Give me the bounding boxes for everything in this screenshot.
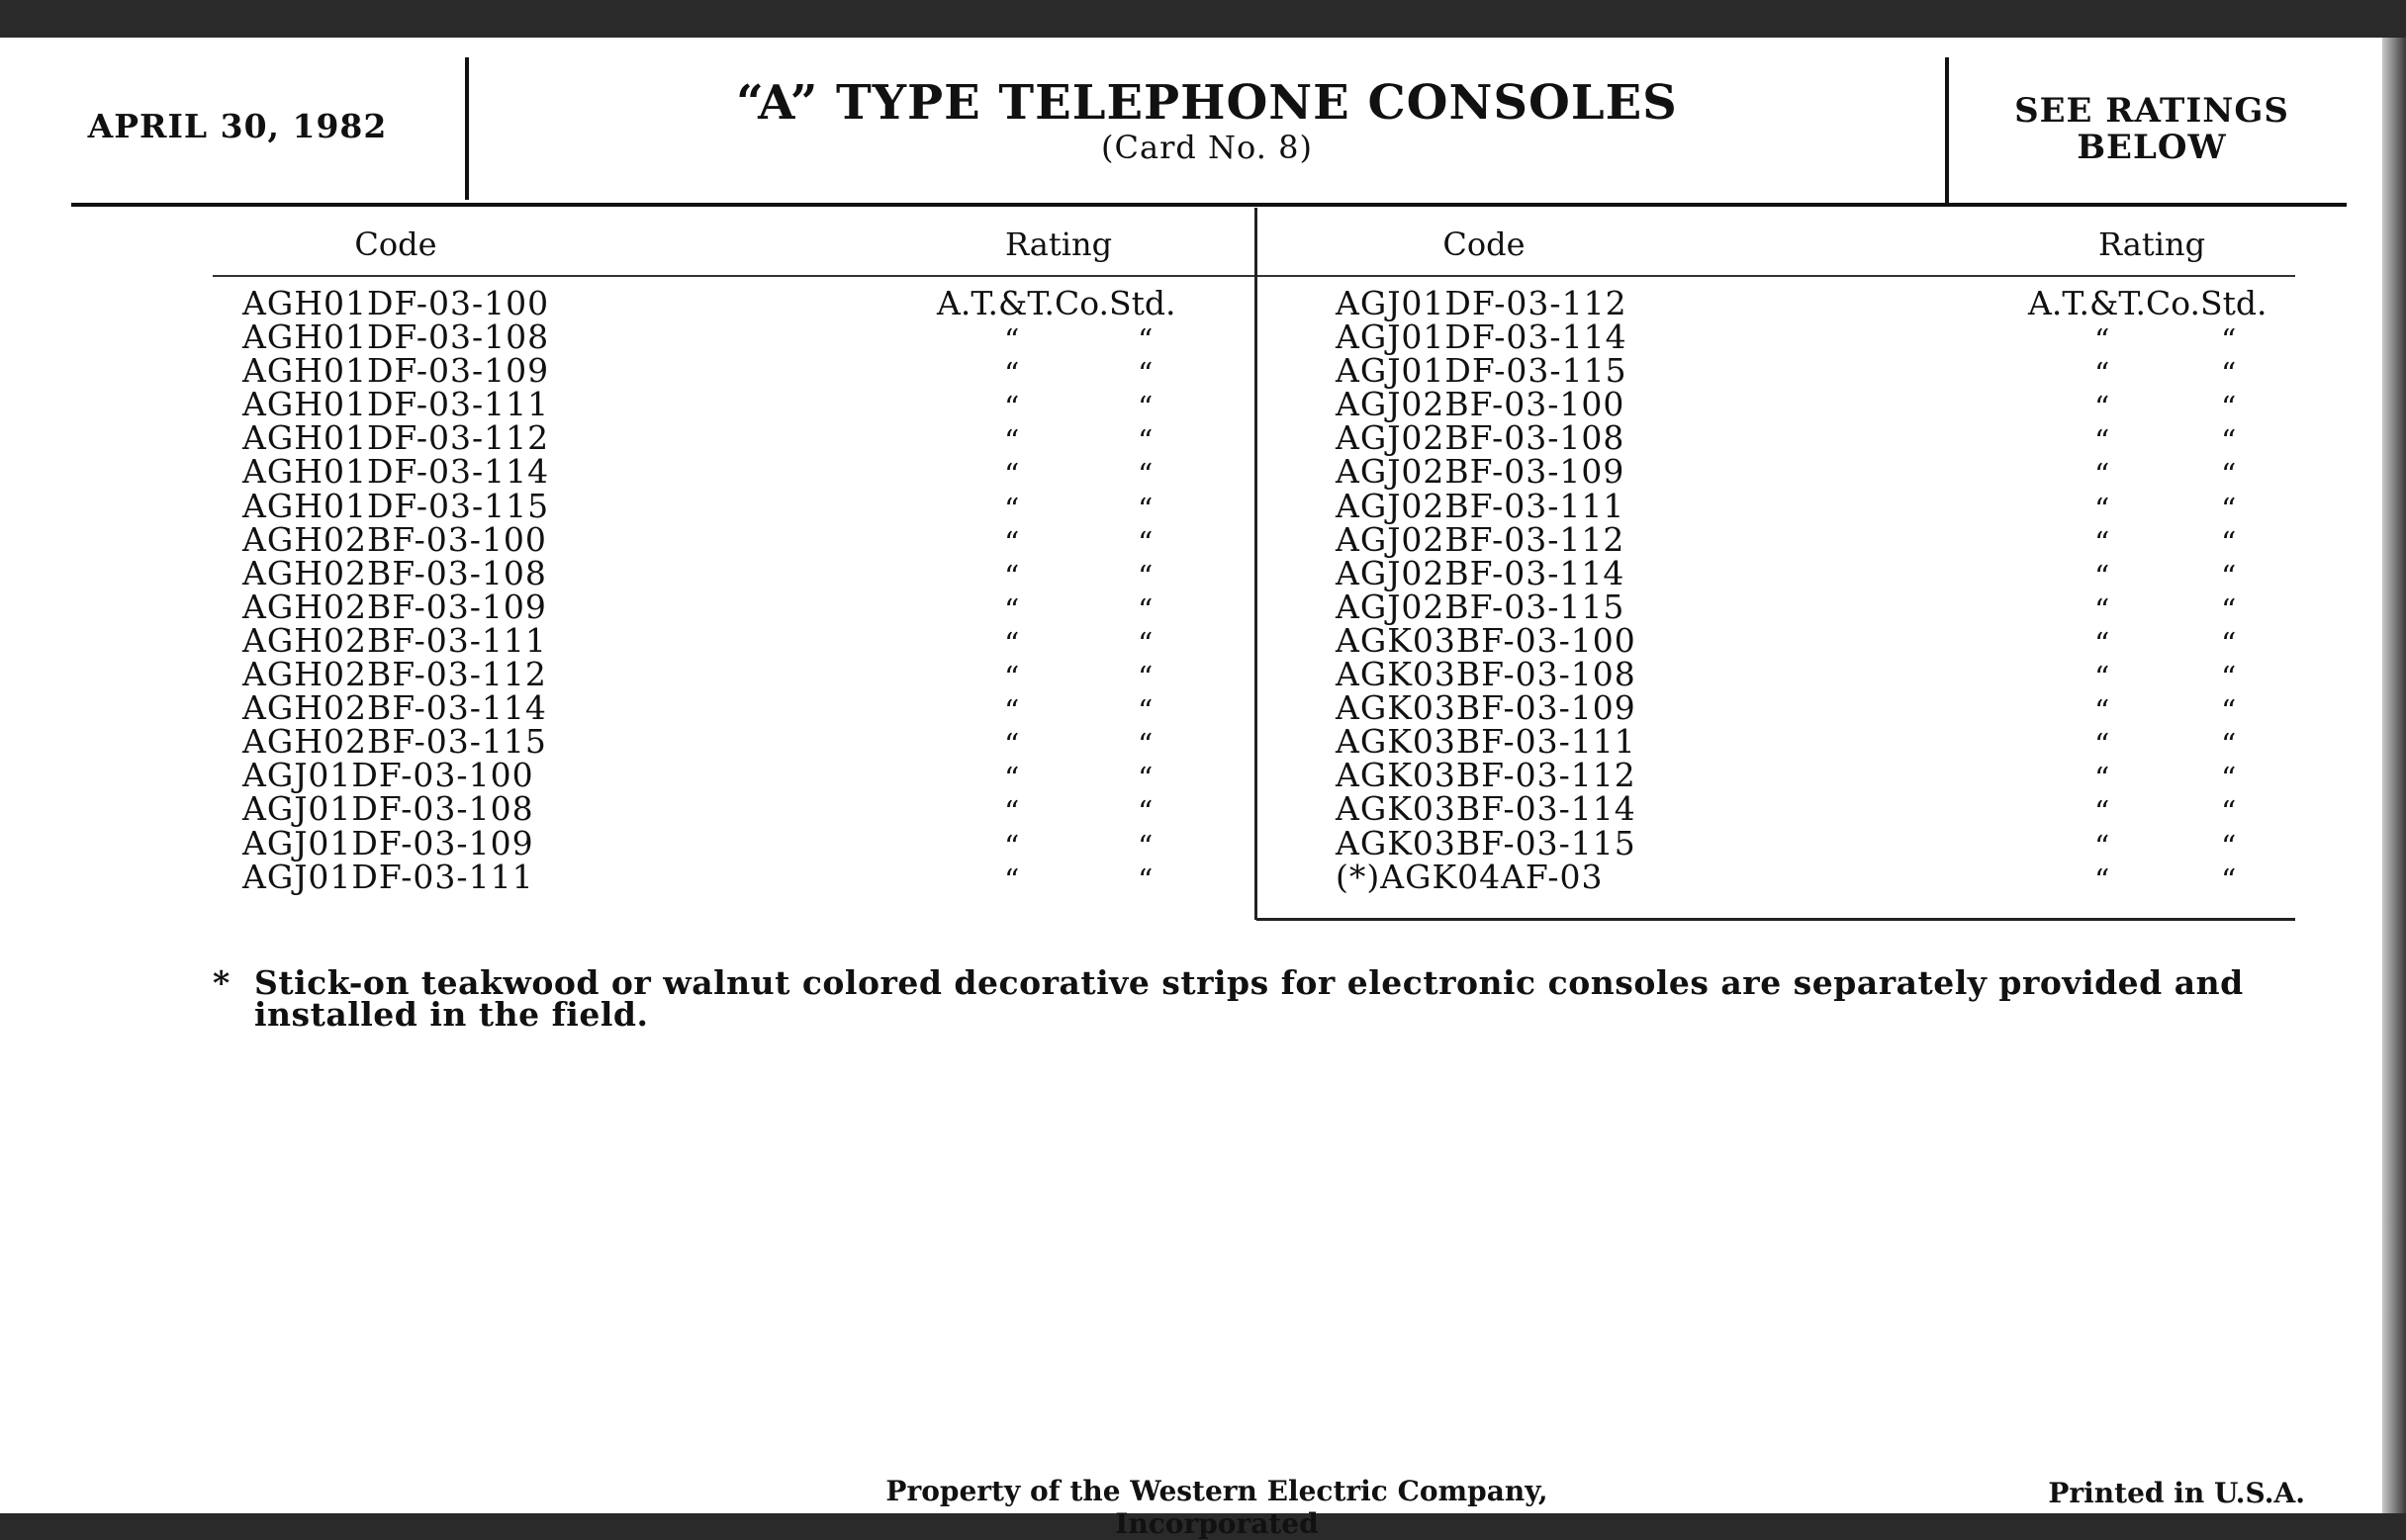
ditto-mark: “: [2221, 424, 2237, 460]
code-cell: AGH02BF-03-115: [242, 722, 547, 762]
printed-in-notice: Printed in U.S.A.: [2048, 1477, 2305, 1509]
code-cell: AGK03BF-03-109: [1336, 688, 1636, 728]
table-row: [242, 284, 1212, 322]
ditto-mark: “: [2221, 762, 2237, 797]
table-row: [1281, 351, 2310, 393]
table-row: [242, 823, 1212, 864]
ditto-mark: “: [1004, 357, 1020, 393]
code-cell: AGH02BF-03-100: [242, 519, 547, 559]
ditto-mark: “: [1138, 424, 1154, 460]
footnote-text: Stick-on teakwood or walnut colored decorative strips for electronic consoles are separately provided and installed in the field.: [254, 963, 2244, 1034]
code-cell: AGJ02BF-03-100: [1336, 385, 1625, 424]
ditto-mark: “: [2221, 391, 2237, 426]
ditto-mark: “: [1138, 795, 1154, 831]
ratings-note: [1964, 93, 2340, 166]
table-row: [242, 418, 1212, 460]
ditto-mark: “: [2094, 492, 2110, 527]
table-row: [1281, 284, 2310, 322]
ditto-mark: “: [2094, 762, 2110, 797]
code-cell: AGJ01DF-03-114: [1336, 317, 1627, 357]
code-cell: AGH01DF-03-100: [242, 284, 550, 322]
left-rating-header: Rating: [1004, 226, 1113, 263]
code-cell: AGK03BF-03-114: [1336, 789, 1636, 829]
code-cell: AGJ01DF-03-115: [1336, 351, 1627, 391]
ditto-mark: “: [1138, 728, 1154, 764]
table-row: [242, 722, 1212, 764]
ditto-mark: “: [1004, 592, 1020, 628]
table-row: [242, 452, 1212, 494]
table-row: [242, 789, 1212, 831]
ditto-mark: “: [1004, 661, 1020, 696]
ditto-mark: “: [2221, 661, 2237, 696]
table-row: [1281, 756, 2310, 797]
ditto-mark: “: [2094, 694, 2110, 730]
code-cell: AGJ01DF-03-109: [242, 823, 534, 862]
ditto-mark: “: [1138, 525, 1154, 561]
code-cell: AGJ02BF-03-108: [1336, 418, 1625, 458]
table-row: [242, 317, 1212, 359]
ditto-mark: “: [2221, 492, 2237, 527]
code-cell: AGJ02BF-03-115: [1336, 587, 1625, 626]
footnote-marker: *: [213, 963, 231, 1002]
header-divider-left: [465, 57, 469, 200]
header-rule: [71, 203, 2347, 207]
left-code-header: Code: [354, 226, 437, 263]
card-number: (Card No. 8): [1101, 129, 1313, 166]
ditto-mark: “: [1138, 323, 1154, 359]
header-divider-right: [1945, 57, 1949, 204]
table-row: [1281, 688, 2310, 730]
ratings-note-line2: BELOW: [2077, 128, 2227, 167]
ditto-mark: “: [2221, 829, 2237, 864]
ditto-mark: “: [1004, 795, 1020, 831]
ditto-mark: “: [1004, 391, 1020, 426]
ditto-mark: “: [1138, 762, 1154, 797]
ditto-mark: “: [1138, 357, 1154, 393]
ditto-mark: “: [2094, 559, 2110, 594]
document-title: “A” TYPE TELEPHONE CONSOLES: [736, 75, 1678, 131]
card-edge-shadow: [2382, 38, 2406, 1513]
ditto-mark: “: [1138, 559, 1154, 594]
ditto-mark: “: [1138, 592, 1154, 628]
code-cell: AGJ02BF-03-109: [1336, 452, 1625, 492]
ditto-mark: “: [2221, 323, 2237, 359]
rating-cell: A.T.&T.Co.Std.: [2028, 284, 2267, 322]
ditto-mark: “: [1138, 391, 1154, 426]
rating-cell: A.T.&T.Co.Std.: [937, 284, 1176, 322]
table-row: [1281, 385, 2310, 426]
code-cell: AGH01DF-03-109: [242, 351, 550, 391]
table-row: [1281, 452, 2310, 494]
ditto-mark: “: [1004, 762, 1020, 797]
ditto-mark: “: [2094, 862, 2110, 898]
property-notice: Property of the Western Electric Company, Incorporated: [885, 1475, 1548, 1540]
ditto-mark: “: [2221, 694, 2237, 730]
right-code-header: Code: [1442, 226, 1526, 263]
table-row: [242, 756, 1212, 797]
table-row: [1281, 722, 2310, 764]
table-row: [242, 519, 1212, 561]
table-row: [1281, 486, 2310, 527]
table-row: [242, 857, 1212, 898]
ditto-mark: “: [1138, 829, 1154, 864]
code-cell: AGJ01DF-03-112: [1336, 284, 1627, 322]
table-column-divider: [1254, 208, 1257, 920]
code-cell: AGH01DF-03-115: [242, 486, 550, 525]
table-row: [1281, 620, 2310, 662]
code-cell: AGJ02BF-03-114: [1336, 553, 1625, 592]
table-row: [1281, 655, 2310, 696]
ditto-mark: “: [1004, 458, 1020, 494]
ditto-mark: “: [2094, 357, 2110, 393]
ditto-mark: “: [1004, 694, 1020, 730]
ditto-mark: “: [1004, 728, 1020, 764]
code-cell: AGK03BF-03-108: [1336, 655, 1636, 694]
code-cell: AGH02BF-03-112: [242, 655, 547, 694]
ditto-mark: “: [2094, 391, 2110, 426]
code-cell: AGJ01DF-03-100: [242, 756, 534, 795]
ditto-mark: “: [1004, 829, 1020, 864]
ditto-mark: “: [2221, 592, 2237, 628]
table-row: [1281, 418, 2310, 460]
ditto-mark: “: [2221, 795, 2237, 831]
table-row: [1281, 317, 2310, 359]
table-bottom-rule: [1256, 918, 2295, 921]
ditto-mark: “: [2221, 525, 2237, 561]
ditto-mark: “: [2221, 728, 2237, 764]
code-cell: AGK03BF-03-100: [1336, 620, 1636, 660]
table-row: [1281, 587, 2310, 628]
ditto-mark: “: [2094, 728, 2110, 764]
ditto-mark: “: [1004, 626, 1020, 662]
table-row: [242, 688, 1212, 730]
ditto-mark: “: [1138, 694, 1154, 730]
ditto-mark: “: [1138, 458, 1154, 494]
ditto-mark: “: [2221, 559, 2237, 594]
table-row: [242, 587, 1212, 628]
ditto-mark: “: [1138, 492, 1154, 527]
table-row: [242, 351, 1212, 393]
table-row: [1281, 789, 2310, 831]
ditto-mark: “: [1004, 424, 1020, 460]
document-date: APRIL 30, 1982: [87, 107, 388, 145]
ditto-mark: “: [2221, 458, 2237, 494]
code-cell: AGJ02BF-03-111: [1336, 486, 1625, 525]
table-row: [242, 620, 1212, 662]
ditto-mark: “: [2094, 661, 2110, 696]
ditto-mark: “: [2094, 592, 2110, 628]
table-row: [242, 385, 1212, 426]
code-cell: AGJ01DF-03-111: [242, 857, 534, 896]
table-row: [242, 553, 1212, 594]
code-cell: AGH01DF-03-114: [242, 452, 550, 492]
ditto-mark: “: [1138, 661, 1154, 696]
right-rating-header: Rating: [2097, 226, 2206, 263]
left-code-list: [242, 284, 1212, 898]
table-row: [1281, 553, 2310, 594]
table-row: [242, 655, 1212, 696]
code-cell: AGH02BF-03-111: [242, 620, 547, 660]
ditto-mark: “: [1004, 323, 1020, 359]
code-cell: AGJ02BF-03-112: [1336, 519, 1625, 559]
ditto-mark: “: [1004, 559, 1020, 594]
table-row: [242, 486, 1212, 527]
code-cell: (*)AGK04AF-03: [1336, 857, 1604, 896]
table-row: [1281, 823, 2310, 864]
ditto-mark: “: [2221, 357, 2237, 393]
table-row: [1281, 519, 2310, 561]
right-code-list: [1281, 284, 2310, 898]
document-card: [0, 38, 2382, 1540]
code-cell: AGH02BF-03-109: [242, 587, 547, 626]
ditto-mark: “: [2094, 626, 2110, 662]
ditto-mark: “: [2094, 795, 2110, 831]
code-cell: AGK03BF-03-115: [1336, 823, 1636, 862]
code-cell: AGJ01DF-03-108: [242, 789, 534, 829]
code-cell: AGK03BF-03-111: [1336, 722, 1636, 762]
code-cell: AGK03BF-03-112: [1336, 756, 1636, 795]
ditto-mark: “: [2094, 829, 2110, 864]
ratings-note-line1: SEE RATINGS: [2014, 91, 2289, 131]
ditto-mark: “: [2094, 424, 2110, 460]
code-cell: AGH02BF-03-108: [242, 553, 547, 592]
ditto-mark: “: [1004, 525, 1020, 561]
ditto-mark: “: [2094, 525, 2110, 561]
ditto-mark: “: [1138, 626, 1154, 662]
ditto-mark: “: [1138, 862, 1154, 898]
ditto-mark: “: [2221, 862, 2237, 898]
ditto-mark: “: [2094, 458, 2110, 494]
ditto-mark: “: [2094, 323, 2110, 359]
table-row: [1281, 857, 2310, 898]
code-cell: AGH01DF-03-108: [242, 317, 550, 357]
ditto-mark: “: [2221, 626, 2237, 662]
code-cell: AGH02BF-03-114: [242, 688, 547, 728]
ditto-mark: “: [1004, 492, 1020, 527]
ditto-mark: “: [1004, 862, 1020, 898]
code-cell: AGH01DF-03-112: [242, 418, 550, 458]
code-cell: AGH01DF-03-111: [242, 385, 550, 424]
